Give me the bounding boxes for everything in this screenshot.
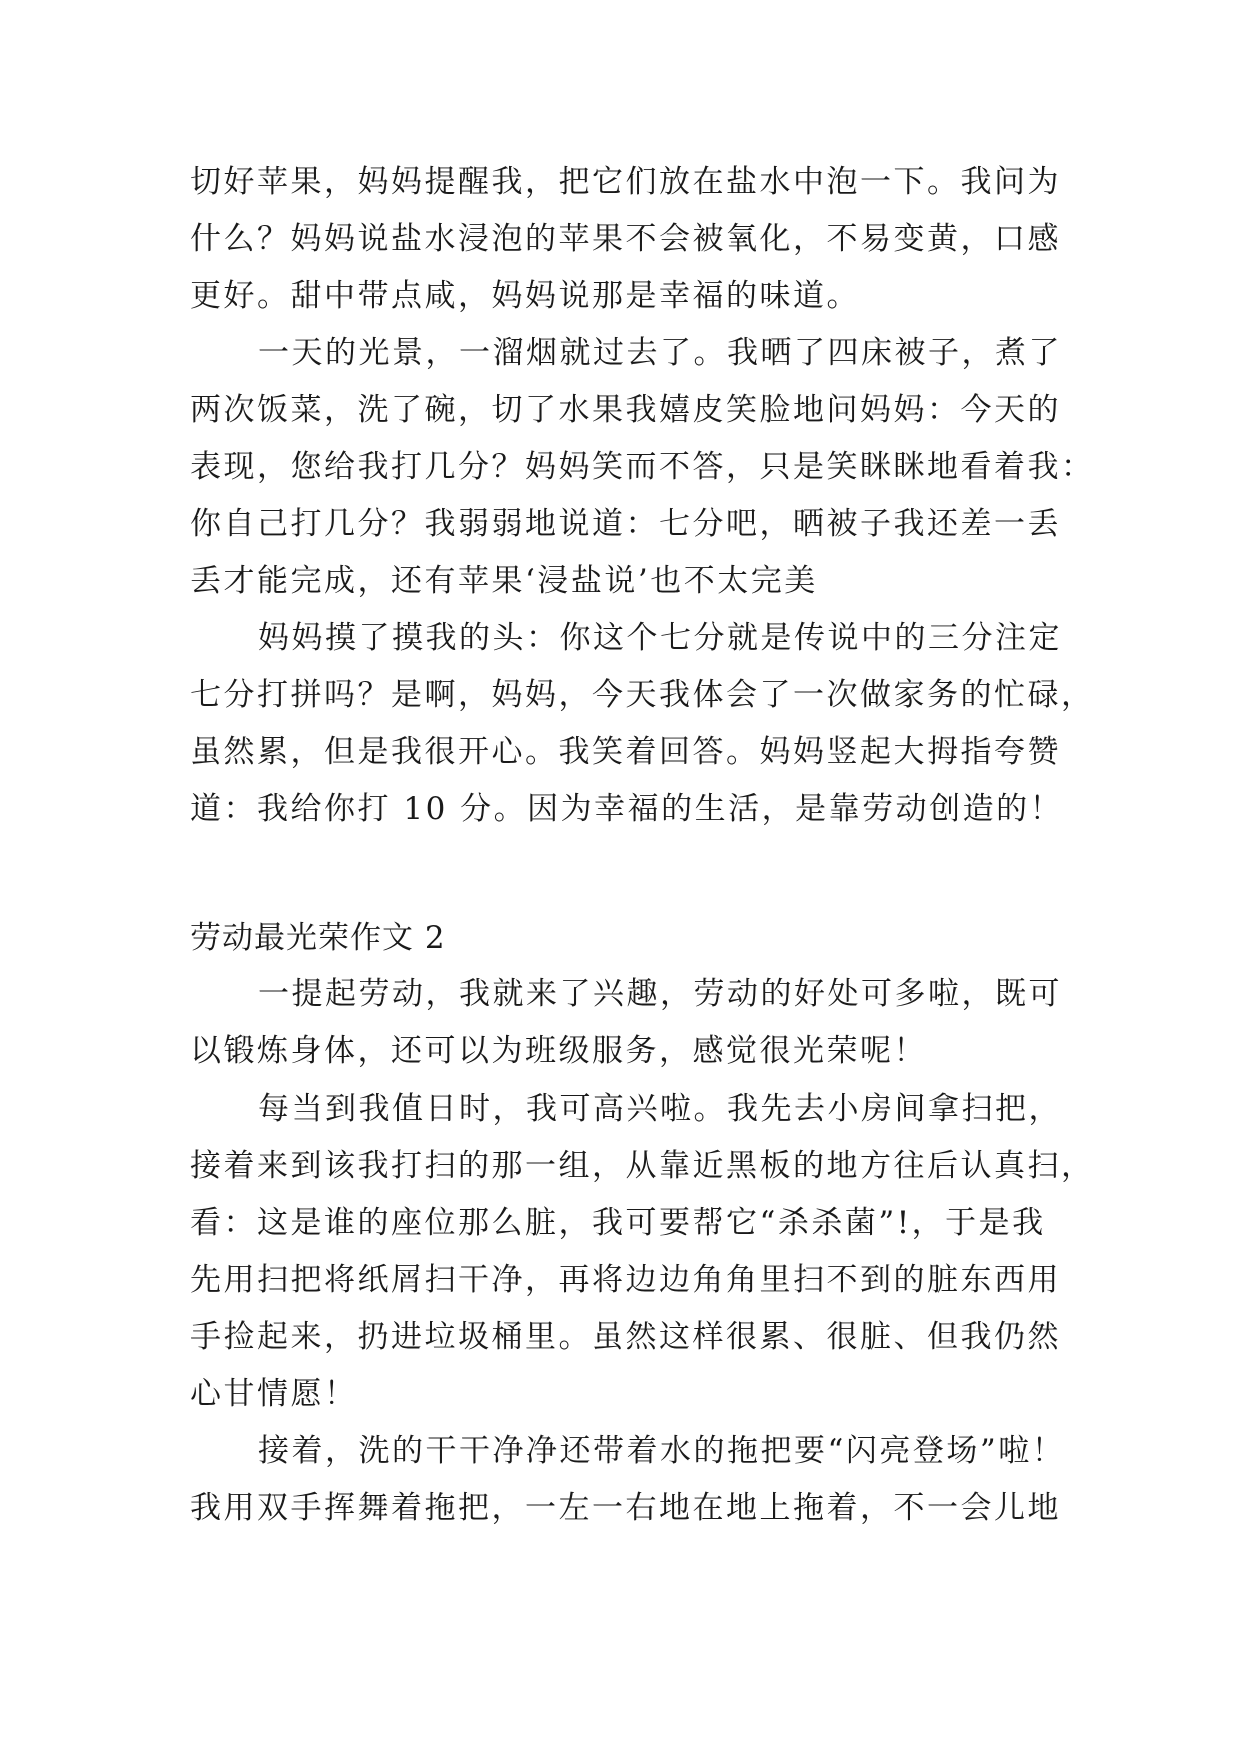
text-line: 每当到我值日时，我可高兴啦。我先去小房间拿扫把， — [258, 1091, 1062, 1127]
text-line: 先用扫把将纸屑扫干净，再将边边角角里扫不到的脏东西用 — [190, 1262, 1061, 1298]
text-line: 七分打拼吗？是啊，妈妈，今天我体会了一次做家务的忙碌， — [190, 677, 1095, 713]
text-line: 虽然累，但是我很开心。我笑着回答。妈妈竖起大拇指夸赞 — [190, 734, 1061, 770]
text-line: 我用双手挥舞着拖把，一左一右地在地上拖着，不一会儿地 — [190, 1490, 1061, 1526]
text-line: 妈妈摸了摸我的头：你这个七分就是传说中的三分注定 — [258, 620, 1062, 656]
text-line: 以锻炼身体，还可以为班级服务，感觉很光荣呢！ — [190, 1033, 927, 1069]
text-line: 两次饭菜，洗了碗，切了水果我嬉皮笑脸地问妈妈：今天的 — [190, 392, 1061, 428]
text-line: 接着，洗的干干净净还带着水的拖把要“闪亮登场”啦！ — [258, 1433, 1066, 1469]
text-line: 道：我给你打 10 分。因为幸福的生活，是靠劳动创造的！ — [190, 791, 1064, 827]
text-line: 一提起劳动，我就来了兴趣，劳动的好处可多啦，既可 — [258, 976, 1062, 1012]
text-line: 接着来到该我打扫的那一组，从靠近黑板的地方往后认真扫， — [190, 1148, 1095, 1184]
text-line: 心甘情愿！ — [190, 1376, 358, 1412]
text-line: 你自己打几分？我弱弱地说道：七分吧，晒被子我还差一丢 — [190, 506, 1061, 542]
text-line: 表现，您给我打几分？妈妈笑而不答，只是笑眯眯地看着我： — [190, 449, 1095, 485]
text-line: 什么？妈妈说盐水浸泡的苹果不会被氧化，不易变黄，口感 — [190, 221, 1061, 257]
text-line: 手捡起来，扔进垃圾桶里。虽然这样很累、很脏、但我仍然 — [190, 1319, 1061, 1355]
text-line: 看：这是谁的座位那么脏，我可要帮它“杀杀菌”!，于是我 — [190, 1205, 1046, 1241]
text-line: 切好苹果，妈妈提醒我，把它们放在盐水中泡一下。我问为 — [190, 164, 1061, 200]
text-line: 一天的光景，一溜烟就过去了。我晒了四床被子，煮了 — [258, 335, 1062, 371]
text-line: 丢才能完成，还有苹果‘浸盐说’也不太完美 — [190, 563, 818, 599]
text-line: 更好。甜中带点咸，妈妈说那是幸福的味道。 — [190, 278, 860, 314]
section-heading: 劳动最光荣作文 2 — [190, 920, 446, 956]
